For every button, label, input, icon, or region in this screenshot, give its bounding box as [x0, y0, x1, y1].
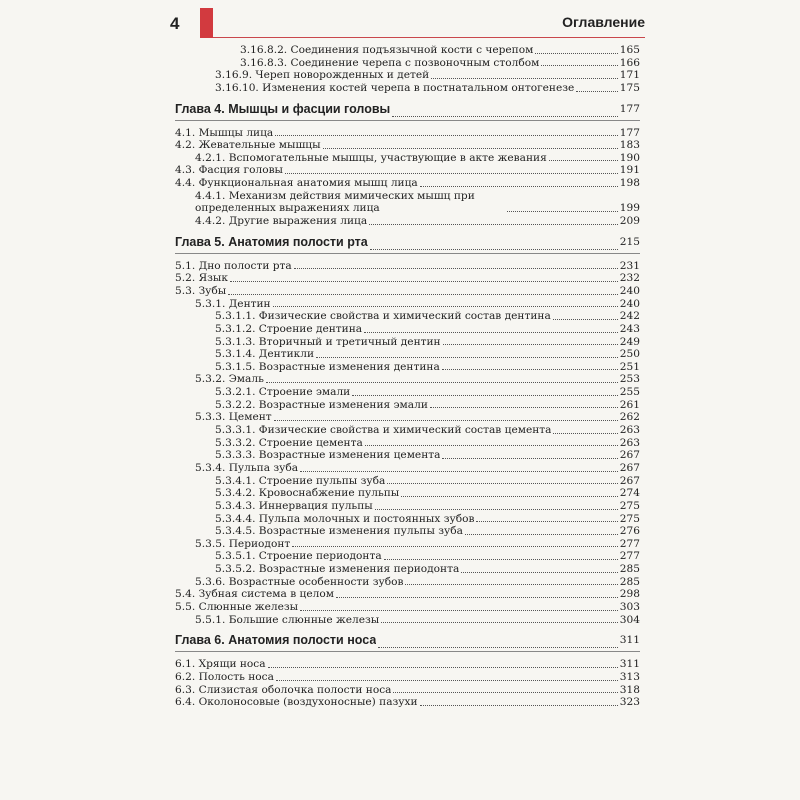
toc-page-number: 275	[619, 512, 640, 525]
toc-entry-title: 4.4.2. Другие выражения лица	[195, 215, 368, 228]
toc-entry-title: 5.3.5.1. Строение периодонта	[215, 550, 382, 563]
toc-entry-title: 5.3.1.2. Строение дентина	[215, 322, 363, 335]
toc-entry	[175, 260, 640, 273]
toc-entry	[175, 310, 640, 323]
dot-leader	[507, 211, 618, 212]
toc-entry-title: 5.3.1. Дентин	[195, 297, 271, 310]
dot-leader	[300, 610, 618, 611]
toc-entry	[175, 348, 640, 361]
table-of-contents	[175, 44, 640, 709]
toc-page-number: 275	[619, 499, 640, 512]
dot-leader	[285, 173, 618, 174]
dot-leader	[365, 445, 618, 446]
page-header	[170, 8, 645, 40]
dot-leader	[323, 148, 618, 149]
dot-leader	[405, 584, 617, 585]
toc-page-number: 261	[619, 398, 640, 411]
toc-entry	[175, 684, 640, 697]
toc-entry-title: 6.4. Околоносовые (воздухоносные) пазухи	[175, 696, 418, 709]
toc-entry-title: Глава 4. Мышцы и фасции головы	[175, 101, 391, 116]
dot-leader	[316, 357, 618, 358]
toc-entry	[175, 44, 640, 57]
dot-leader	[378, 647, 617, 648]
toc-entry	[175, 563, 640, 576]
toc-page-number: 274	[619, 487, 640, 500]
toc-page-number: 318	[619, 683, 640, 696]
toc-entry-title: 4.1. Мышцы лица	[175, 126, 274, 139]
dot-leader	[294, 268, 618, 269]
toc-entry-title: 5.3.3.2. Строение цемента	[215, 436, 363, 449]
toc-entry	[175, 69, 640, 82]
toc-entry	[175, 272, 640, 285]
toc-page-number: 298	[619, 588, 640, 601]
toc-entry	[175, 614, 640, 627]
toc-entry-title: 5.3.5.2. Возрастные изменения периодонта	[215, 563, 460, 576]
toc-page-number: 251	[619, 360, 640, 373]
dot-leader	[273, 306, 618, 307]
toc-entry	[175, 323, 640, 336]
toc-entry-title: 5.3.2.2. Возрастные изменения эмали	[215, 398, 428, 411]
toc-entry-title: 3.16.8.3. Соединение черепа с позвоночным столбом	[240, 56, 540, 69]
toc-page-number: 243	[619, 322, 640, 335]
toc-entry	[175, 177, 640, 190]
toc-page-number: 276	[619, 525, 640, 538]
toc-entry-title: Глава 5. Анатомия полости рта	[175, 234, 368, 249]
toc-page-number: 199	[619, 202, 640, 215]
toc-page-number: 267	[619, 449, 640, 462]
toc-entry	[175, 487, 640, 500]
toc-entry	[175, 298, 640, 311]
toc-entry-title: 5.2. Язык	[175, 272, 228, 285]
dot-leader	[292, 546, 618, 547]
dot-leader	[443, 344, 618, 345]
toc-page-number: 198	[619, 177, 640, 190]
dot-leader	[387, 483, 617, 484]
toc-entry-title: 5.3. Зубы	[175, 284, 227, 297]
toc-entry-title: 5.3.6. Возрастные особенности зубов	[195, 575, 404, 588]
toc-entry	[175, 538, 640, 551]
toc-entry-title: 5.3.1.3. Вторичный и третичный дентин	[215, 335, 441, 348]
dot-leader	[535, 53, 617, 54]
toc-chapter-heading	[175, 98, 640, 121]
toc-entry	[175, 513, 640, 526]
dot-leader	[476, 521, 617, 522]
dot-leader	[549, 160, 618, 161]
toc-entry	[175, 285, 640, 298]
dot-leader	[430, 407, 618, 408]
toc-page-number: 262	[619, 411, 640, 424]
toc-entry	[175, 671, 640, 684]
dot-leader	[274, 420, 618, 421]
dot-leader	[431, 78, 618, 79]
toc-page-number: 177	[619, 102, 640, 115]
dot-leader	[268, 667, 618, 668]
toc-entry-title: 3.16.8.2. Соединения подъязычной кости с черепом	[240, 44, 534, 56]
section-title: Оглавление	[562, 14, 645, 30]
toc-entry-title: 5.3.1.5. Возрастные изменения дентина	[215, 360, 440, 373]
toc-entry-title: 5.3.3.1. Физические свойства и химический состав цемента	[215, 424, 552, 437]
toc-page-number: 190	[619, 151, 640, 164]
toc-entry-title: 6.2. Полость носа	[175, 670, 274, 683]
toc-page-number: 313	[619, 670, 640, 683]
toc-entry	[175, 424, 640, 437]
toc-page-number: 165	[619, 44, 640, 56]
dot-leader	[576, 91, 617, 92]
toc-entry-title: 5.5.1. Большие слюнные железы	[195, 613, 380, 626]
toc-chapter-heading	[175, 629, 640, 652]
toc-page-number: 304	[619, 613, 640, 626]
toc-entry	[175, 164, 640, 177]
header-rule	[213, 37, 645, 38]
toc-entry	[175, 361, 640, 374]
toc-entry	[175, 127, 640, 140]
toc-entry-title: 5.4. Зубная система в целом	[175, 588, 334, 601]
dot-leader	[553, 319, 618, 320]
toc-entry-title: 5.3.2.1. Строение эмали	[215, 386, 351, 399]
dot-leader	[369, 224, 618, 225]
dot-leader	[370, 249, 618, 250]
toc-page-number: 267	[619, 461, 640, 474]
toc-page-number: 240	[619, 284, 640, 297]
toc-entry-title: 5.3.1.4. Дентикли	[215, 348, 315, 361]
toc-page-number: 263	[619, 424, 640, 437]
toc-entry	[175, 449, 640, 462]
toc-entry	[175, 658, 640, 671]
dot-leader	[275, 135, 618, 136]
toc-entry	[175, 500, 640, 513]
toc-entry-title: 3.16.10. Изменения костей черепа в постнатальном онтогенезе	[215, 81, 575, 94]
dot-leader	[541, 65, 617, 66]
toc-page-number: 253	[619, 373, 640, 386]
dot-leader	[228, 294, 618, 295]
dot-leader	[276, 680, 618, 681]
toc-entry-title: 4.4. Функциональная анатомия мышц лица	[175, 177, 418, 190]
toc-entry-title: 4.2.1. Вспомогательные мышцы, участвующие в акте жевания	[195, 151, 547, 164]
toc-page-number: 249	[619, 335, 640, 348]
toc-entry	[175, 550, 640, 563]
toc-entry-title: 5.3.4.2. Кровоснабжение пульпы	[215, 487, 400, 500]
toc-entry	[175, 525, 640, 538]
dot-leader	[381, 622, 618, 623]
dot-leader	[336, 597, 618, 598]
toc-entry	[175, 190, 640, 215]
toc-page-number: 242	[619, 310, 640, 323]
toc-entry-title: 6.1. Хрящи носа	[175, 658, 266, 671]
toc-page-number: 277	[619, 537, 640, 550]
toc-page-number: 240	[619, 297, 640, 310]
toc-entry	[175, 336, 640, 349]
toc-page-number: 303	[619, 601, 640, 613]
toc-page-number: 255	[619, 386, 640, 399]
dot-leader	[300, 471, 618, 472]
toc-entry	[175, 588, 640, 601]
dot-leader	[384, 559, 618, 560]
toc-entry	[175, 373, 640, 386]
toc-page-number: 267	[619, 474, 640, 487]
dot-leader	[393, 692, 617, 693]
dot-leader	[465, 534, 618, 535]
toc-chapter-heading	[175, 231, 640, 254]
toc-entry	[175, 139, 640, 152]
toc-page-number: 215	[619, 235, 640, 248]
accent-block	[200, 8, 213, 38]
toc-entry-title: 3.16.9. Череп новорожденных и детей	[215, 69, 430, 82]
toc-page-number: 191	[619, 164, 640, 177]
toc-page-number: 177	[619, 126, 640, 139]
toc-entry-title: 5.3.4.1. Строение пульпы зуба	[215, 474, 386, 487]
toc-entry-title: 5.3.2. Эмаль	[195, 373, 264, 386]
toc-page-number: 311	[619, 658, 640, 671]
toc-entry-title: 4.4.1. Механизм действия мимических мышц при определенных выражениях лица	[195, 189, 475, 215]
toc-entry-title: 6.3. Слизистая оболочка полости носа	[175, 683, 392, 696]
toc-page-number: 232	[619, 272, 640, 285]
toc-entry-title: 5.3.4.3. Иннервация пульпы	[215, 499, 373, 512]
dot-leader	[364, 332, 618, 333]
dot-leader	[420, 705, 618, 706]
toc-page-number: 285	[619, 575, 640, 588]
dot-leader	[461, 572, 617, 573]
toc-entry	[175, 411, 640, 424]
toc-page-number: 175	[619, 81, 640, 94]
dot-leader	[401, 496, 618, 497]
toc-page-number: 277	[619, 550, 640, 563]
dot-leader	[230, 281, 618, 282]
toc-entry	[175, 601, 640, 614]
toc-page-number: 166	[619, 56, 640, 69]
toc-entry	[175, 82, 640, 95]
toc-entry-title: 5.3.4.5. Возрастные изменения пульпы зуба	[215, 525, 463, 538]
toc-entry	[175, 437, 640, 450]
dot-leader	[442, 369, 618, 370]
dot-leader	[420, 186, 618, 187]
toc-page-number: 209	[619, 215, 640, 228]
toc-entry-title: Глава 6. Анатомия полости носа	[175, 633, 377, 648]
toc-entry-title: 4.2. Жевательные мышцы	[175, 139, 321, 152]
toc-entry	[175, 475, 640, 488]
toc-page-number: 285	[619, 563, 640, 576]
toc-page-number: 323	[619, 696, 640, 709]
toc-entry-title: 5.5. Слюнные железы	[175, 601, 299, 613]
toc-entry-title: 5.3.1.1. Физические свойства и химический состав дентина	[215, 310, 551, 323]
dot-leader	[442, 458, 617, 459]
toc-page-number: 231	[619, 259, 640, 272]
toc-entry	[175, 386, 640, 399]
toc-entry	[175, 576, 640, 589]
dot-leader	[375, 509, 618, 510]
dot-leader	[553, 433, 617, 434]
toc-page-number: 311	[619, 634, 640, 647]
toc-page-number: 183	[619, 139, 640, 152]
page-number: 4	[170, 14, 180, 33]
toc-entry-title: 5.3.3.3. Возрастные изменения цемента	[215, 449, 441, 462]
toc-entry	[175, 57, 640, 70]
toc-entry	[175, 215, 640, 228]
toc-entry-title: 5.1. Дно полости рта	[175, 259, 292, 272]
toc-page-number: 171	[619, 69, 640, 82]
toc-entry-title: 5.3.5. Периодонт	[195, 537, 291, 550]
dot-leader	[392, 116, 618, 117]
toc-entry	[175, 399, 640, 412]
dot-leader	[352, 395, 618, 396]
toc-entry	[175, 462, 640, 475]
toc-entry	[175, 152, 640, 165]
toc-entry-title: 5.3.3. Цемент	[195, 411, 272, 424]
toc-entry-title: 5.3.4.4. Пульпа молочных и постоянных зубов	[215, 512, 475, 525]
toc-entry-title: 5.3.4. Пульпа зуба	[195, 461, 299, 474]
toc-page-number: 263	[619, 436, 640, 449]
toc-entry	[175, 696, 640, 709]
dot-leader	[266, 382, 618, 383]
toc-page-number: 250	[619, 348, 640, 361]
toc-entry-title: 4.3. Фасция головы	[175, 164, 283, 177]
